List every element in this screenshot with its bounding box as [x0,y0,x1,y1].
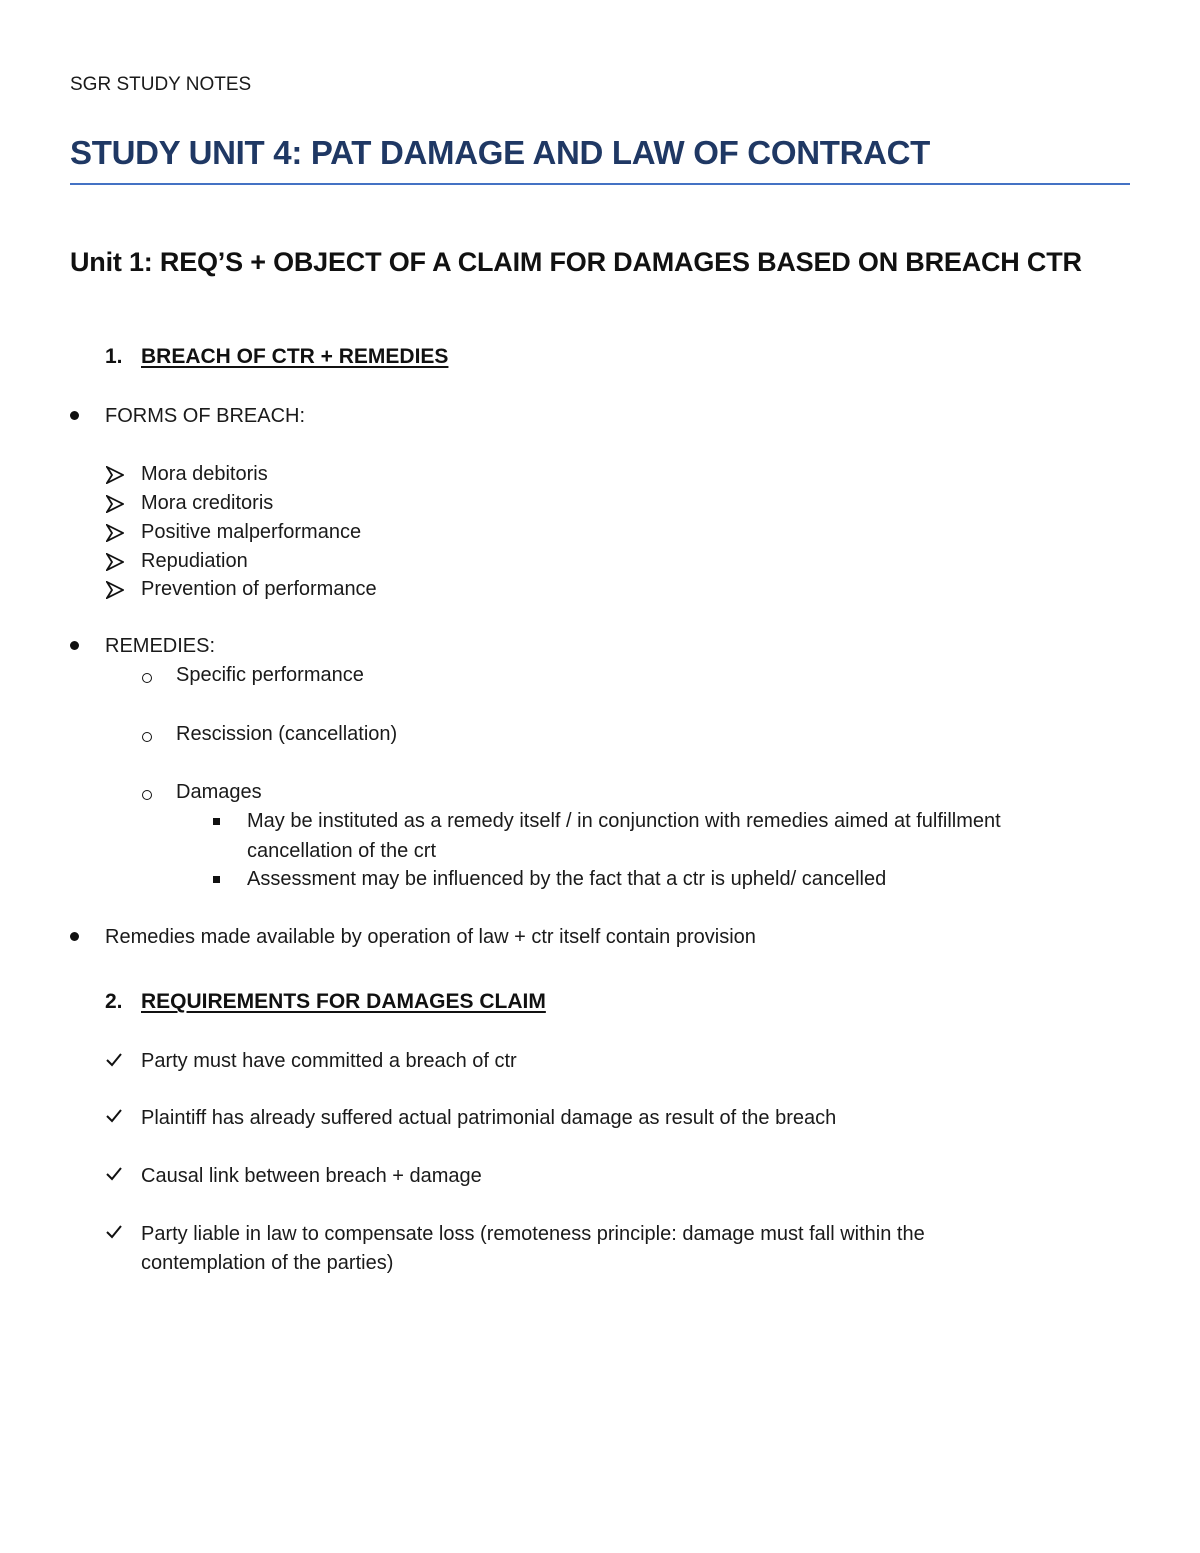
hollow-circle-bullet-icon [142,673,152,683]
bullet-dot-icon [70,932,79,941]
checkmark-icon [106,1225,122,1239]
requirement-item: Plaintiff has already suffered actual patrimonial damage as result of the breach [141,1107,837,1129]
bullet-dot-icon [70,641,79,650]
title-divider [70,183,1130,185]
arrowhead-bullet-icon [106,581,124,599]
requirement-item: Party liable in law to compensate loss (remoteness principle: damage must fall within the [141,1223,925,1245]
document-header: SGR STUDY NOTES [70,74,252,95]
checkmark-icon [106,1167,122,1181]
damages-point: Assessment may be influenced by the fact that a ctr is upheld/ cancelled [247,868,887,890]
remedy-item: Rescission (cancellation) [176,723,398,745]
breach-form-item: Mora debitoris [141,463,268,485]
bullet-dot-icon [70,411,79,420]
requirement-item: Causal link between breach + damage [141,1165,482,1187]
breach-form-item: Repudiation [141,550,248,572]
hollow-circle-bullet-icon [142,790,152,800]
hollow-circle-bullet-icon [142,732,152,742]
section-2-number: 2. [105,990,123,1013]
arrowhead-bullet-icon [106,495,124,513]
remedy-item: Specific performance [176,664,364,686]
breach-form-item: Positive malperformance [141,521,362,543]
damages-point: May be instituted as a remedy itself / in conjunction with remedies aimed at fulfillment [247,810,1001,832]
unit-heading: Unit 1: REQ’S + OBJECT OF A CLAIM FOR DAMAGES BASED ON BREACH CTR [70,247,1082,277]
remedies-label: REMEDIES: [105,635,216,657]
arrowhead-bullet-icon [106,524,124,542]
section-1-number: 1. [105,345,123,368]
page-title: STUDY UNIT 4: PAT DAMAGE AND LAW OF CONTRACT [70,134,931,171]
square-bullet-icon [213,876,220,883]
requirement-item: Party must have committed a breach of ctr [141,1050,517,1072]
breach-form-item: Mora creditoris [141,492,274,514]
breach-form-item: Prevention of performance [141,578,377,600]
damages-point-continued: cancellation of the crt [247,840,436,862]
checkmark-icon [106,1109,122,1123]
section-1-title: BREACH OF CTR + REMEDIES [141,345,449,368]
provision-note: Remedies made available by operation of law + ctr itself contain provision [105,926,756,948]
section-2-title: REQUIREMENTS FOR DAMAGES CLAIM [141,990,546,1013]
remedy-item: Damages [176,781,262,803]
forms-of-breach-label: FORMS OF BREACH: [105,405,306,427]
arrowhead-bullet-icon [106,466,124,484]
checkmark-icon [106,1053,122,1067]
square-bullet-icon [213,818,220,825]
arrowhead-bullet-icon [106,553,124,571]
requirement-item-continued: contemplation of the parties) [141,1252,394,1274]
